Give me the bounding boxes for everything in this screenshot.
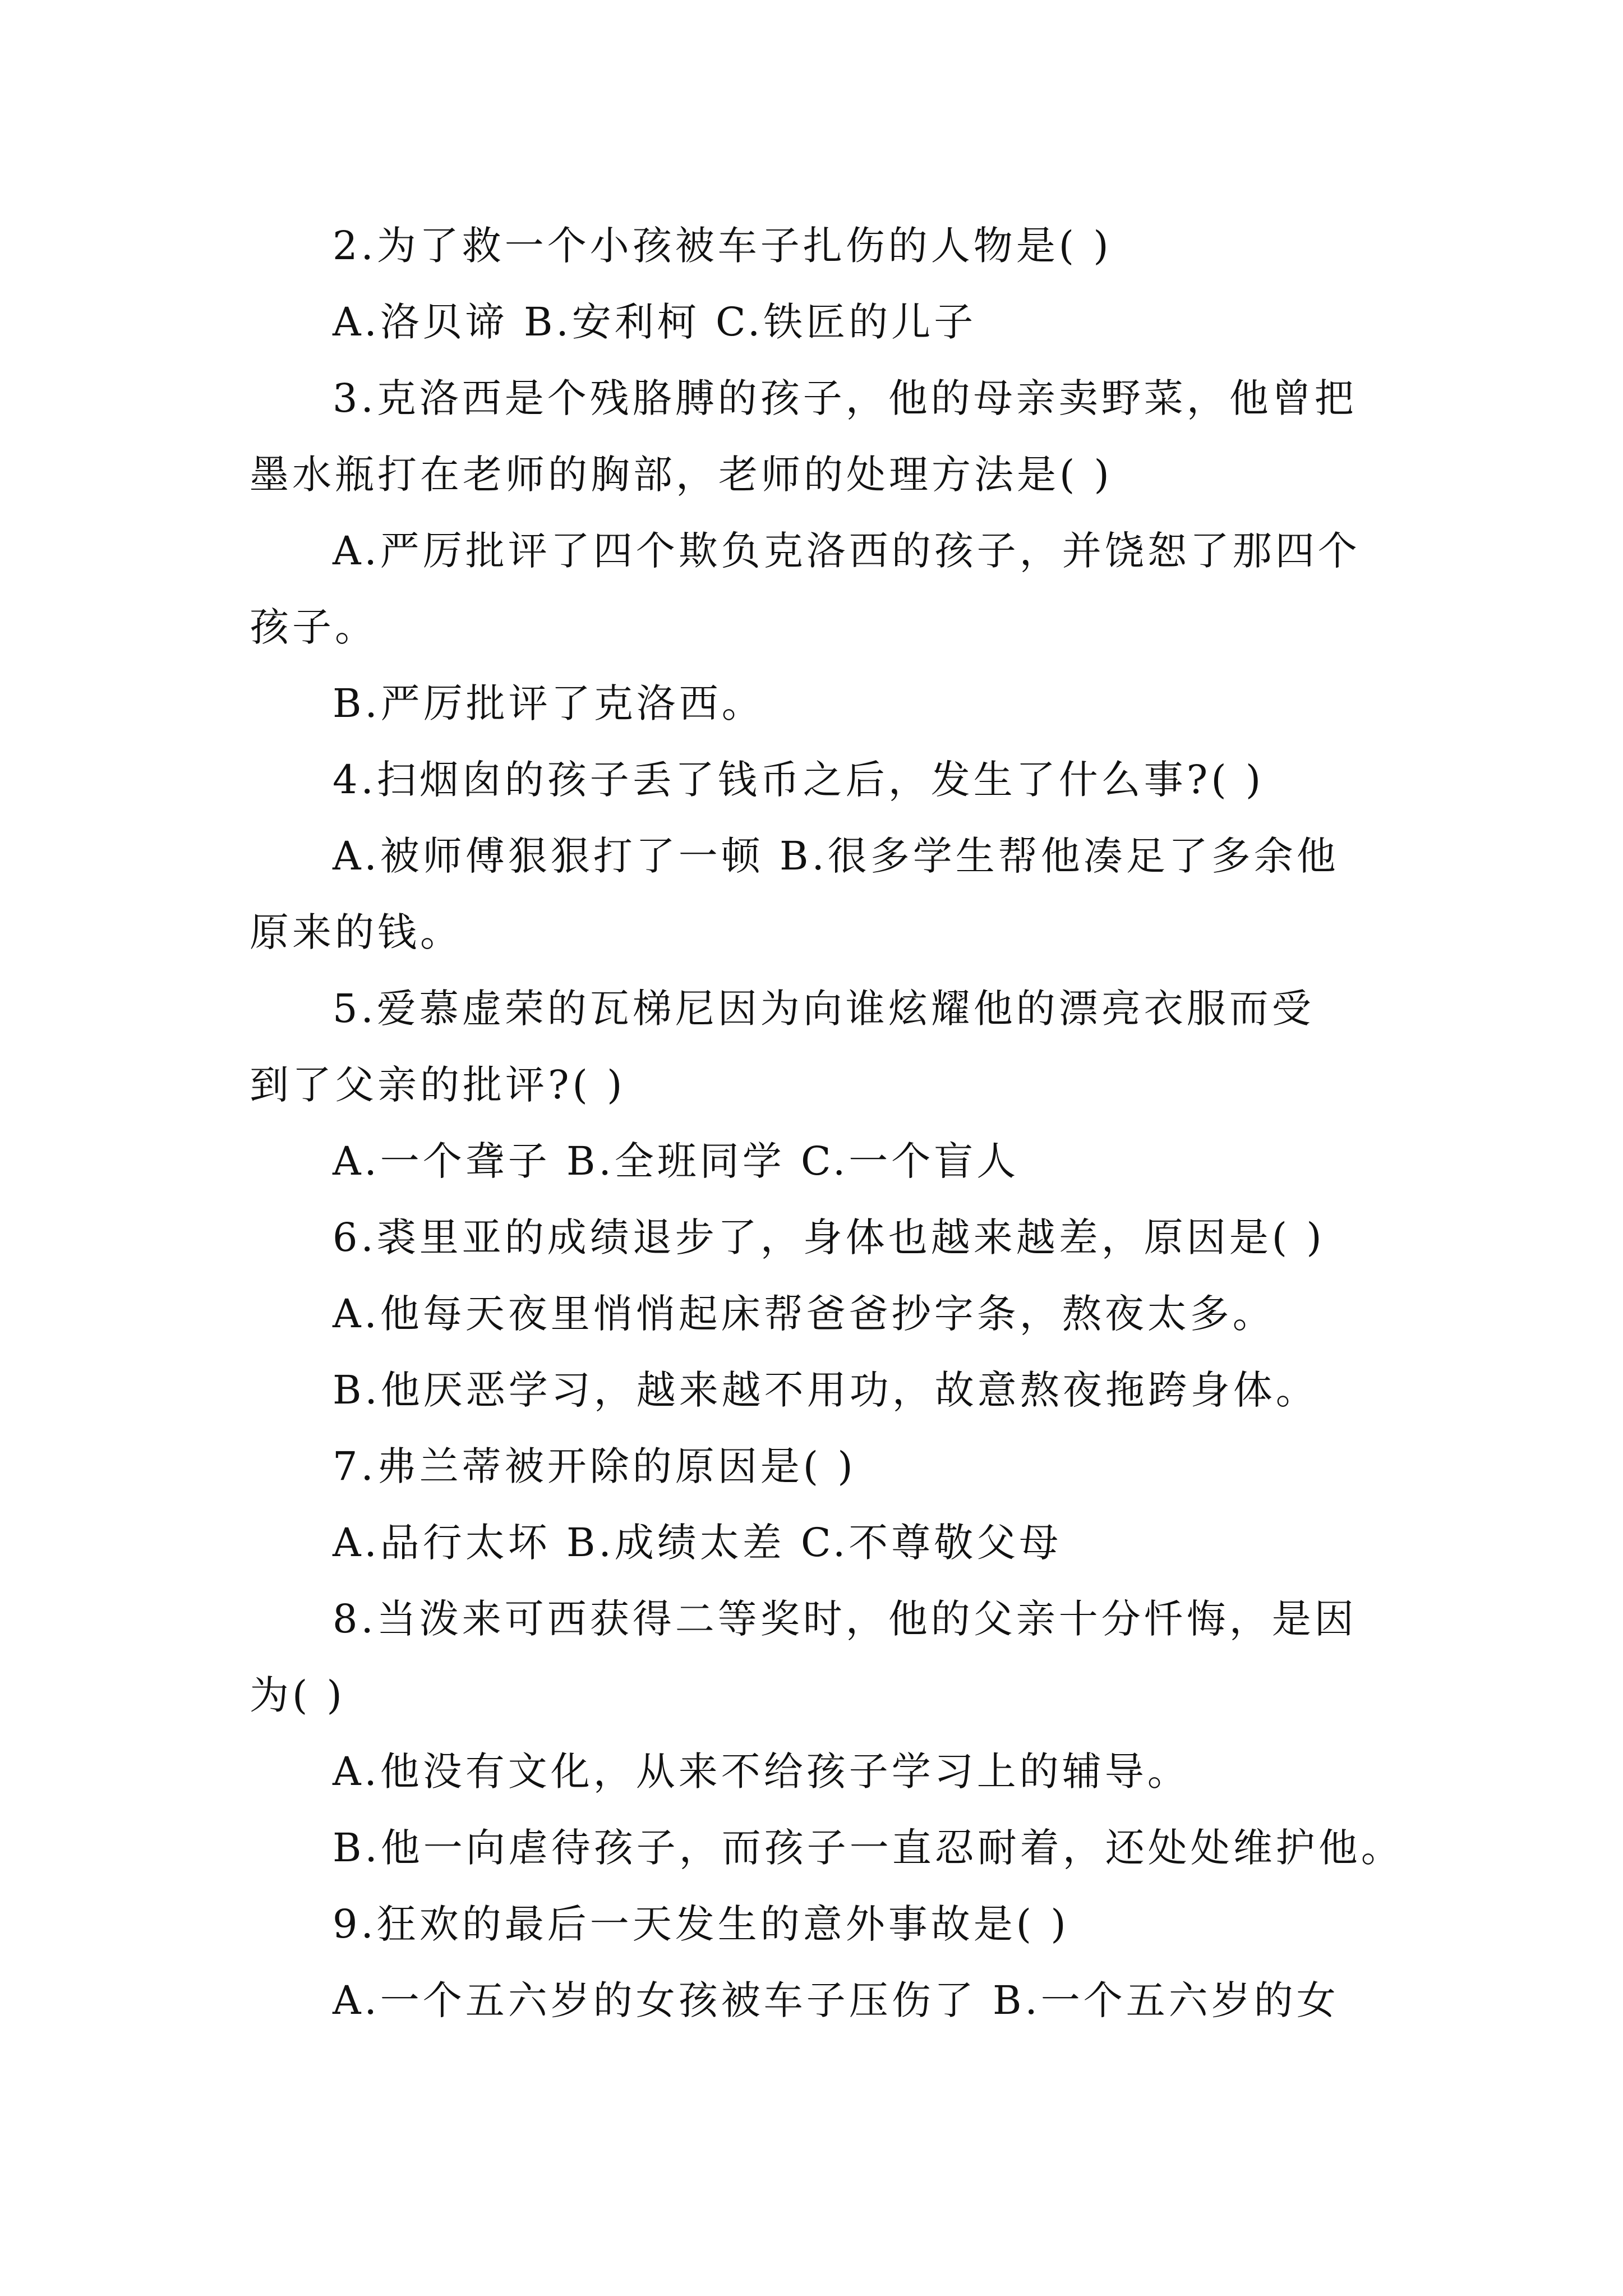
question-8-option-b: B.他一向虐待孩子，而孩子一直忍耐着，还处处维护他。	[333, 1825, 1404, 1871]
question-6-option-b: B.他厌恶学习，越来越不用功，故意熬夜拖跨身体。	[333, 1367, 1318, 1413]
question-8: 8.当泼来可西获得二等奖时，他的父亲十分忏悔，是因	[333, 1596, 1357, 1642]
question-3: 3.克洛西是个残胳膊的孩子，他的母亲卖野菜，他曾把	[333, 375, 1357, 421]
question-3-option-a-continued: 孩子。	[250, 604, 377, 650]
question-9: 9.狂欢的最后一天发生的意外事故是( )	[333, 1901, 1069, 1947]
question-4-options: A.被师傅狠狠打了一顿 B.很多学生帮他凑足了多余他	[333, 833, 1339, 879]
question-2: 2.为了救一个小孩被车子扎伤的人物是( )	[333, 223, 1112, 269]
question-5-options: A.一个聋子 B.全班同学 C.一个盲人	[333, 1138, 1020, 1184]
question-4-options-continued: 原来的钱。	[250, 909, 463, 955]
question-8-continued: 为( )	[250, 1672, 345, 1718]
question-3-option-a: A.严厉批评了四个欺负克洛西的孩子，并饶恕了那四个	[333, 528, 1361, 574]
question-5-continued: 到了父亲的批评?( )	[250, 1062, 626, 1108]
question-3-continued: 墨水瓶打在老师的胸部，老师的处理方法是( )	[250, 452, 1113, 498]
question-8-option-a: A.他没有文化，从来不给孩子学习上的辅导。	[333, 1749, 1190, 1795]
question-5: 5.爱慕虚荣的瓦梯尼因为向谁炫耀他的漂亮衣服而受	[333, 986, 1315, 1032]
question-4: 4.扫烟囱的孩子丢了钱币之后，发生了什么事?( )	[333, 757, 1265, 803]
question-2-options: A.洛贝谛 B.安利柯 C.铁匠的儿子	[333, 299, 977, 345]
question-6-option-a: A.他每天夜里悄悄起床帮爸爸抄字条，熬夜太多。	[333, 1291, 1275, 1337]
document-body	[250, 208, 1404, 2039]
question-7: 7.弗兰蒂被开除的原因是( )	[333, 1443, 856, 1489]
question-7-options: A.品行太坏 B.成绩太差 C.不尊敬父母	[333, 1520, 1062, 1566]
question-3-option-b: B.严厉批评了克洛西。	[333, 680, 764, 726]
question-6: 6.裘里亚的成绩退步了，身体也越来越差，原因是( )	[333, 1214, 1325, 1260]
question-9-options: A.一个五六岁的女孩被车子压伤了 B.一个五六岁的女	[333, 1977, 1339, 2023]
